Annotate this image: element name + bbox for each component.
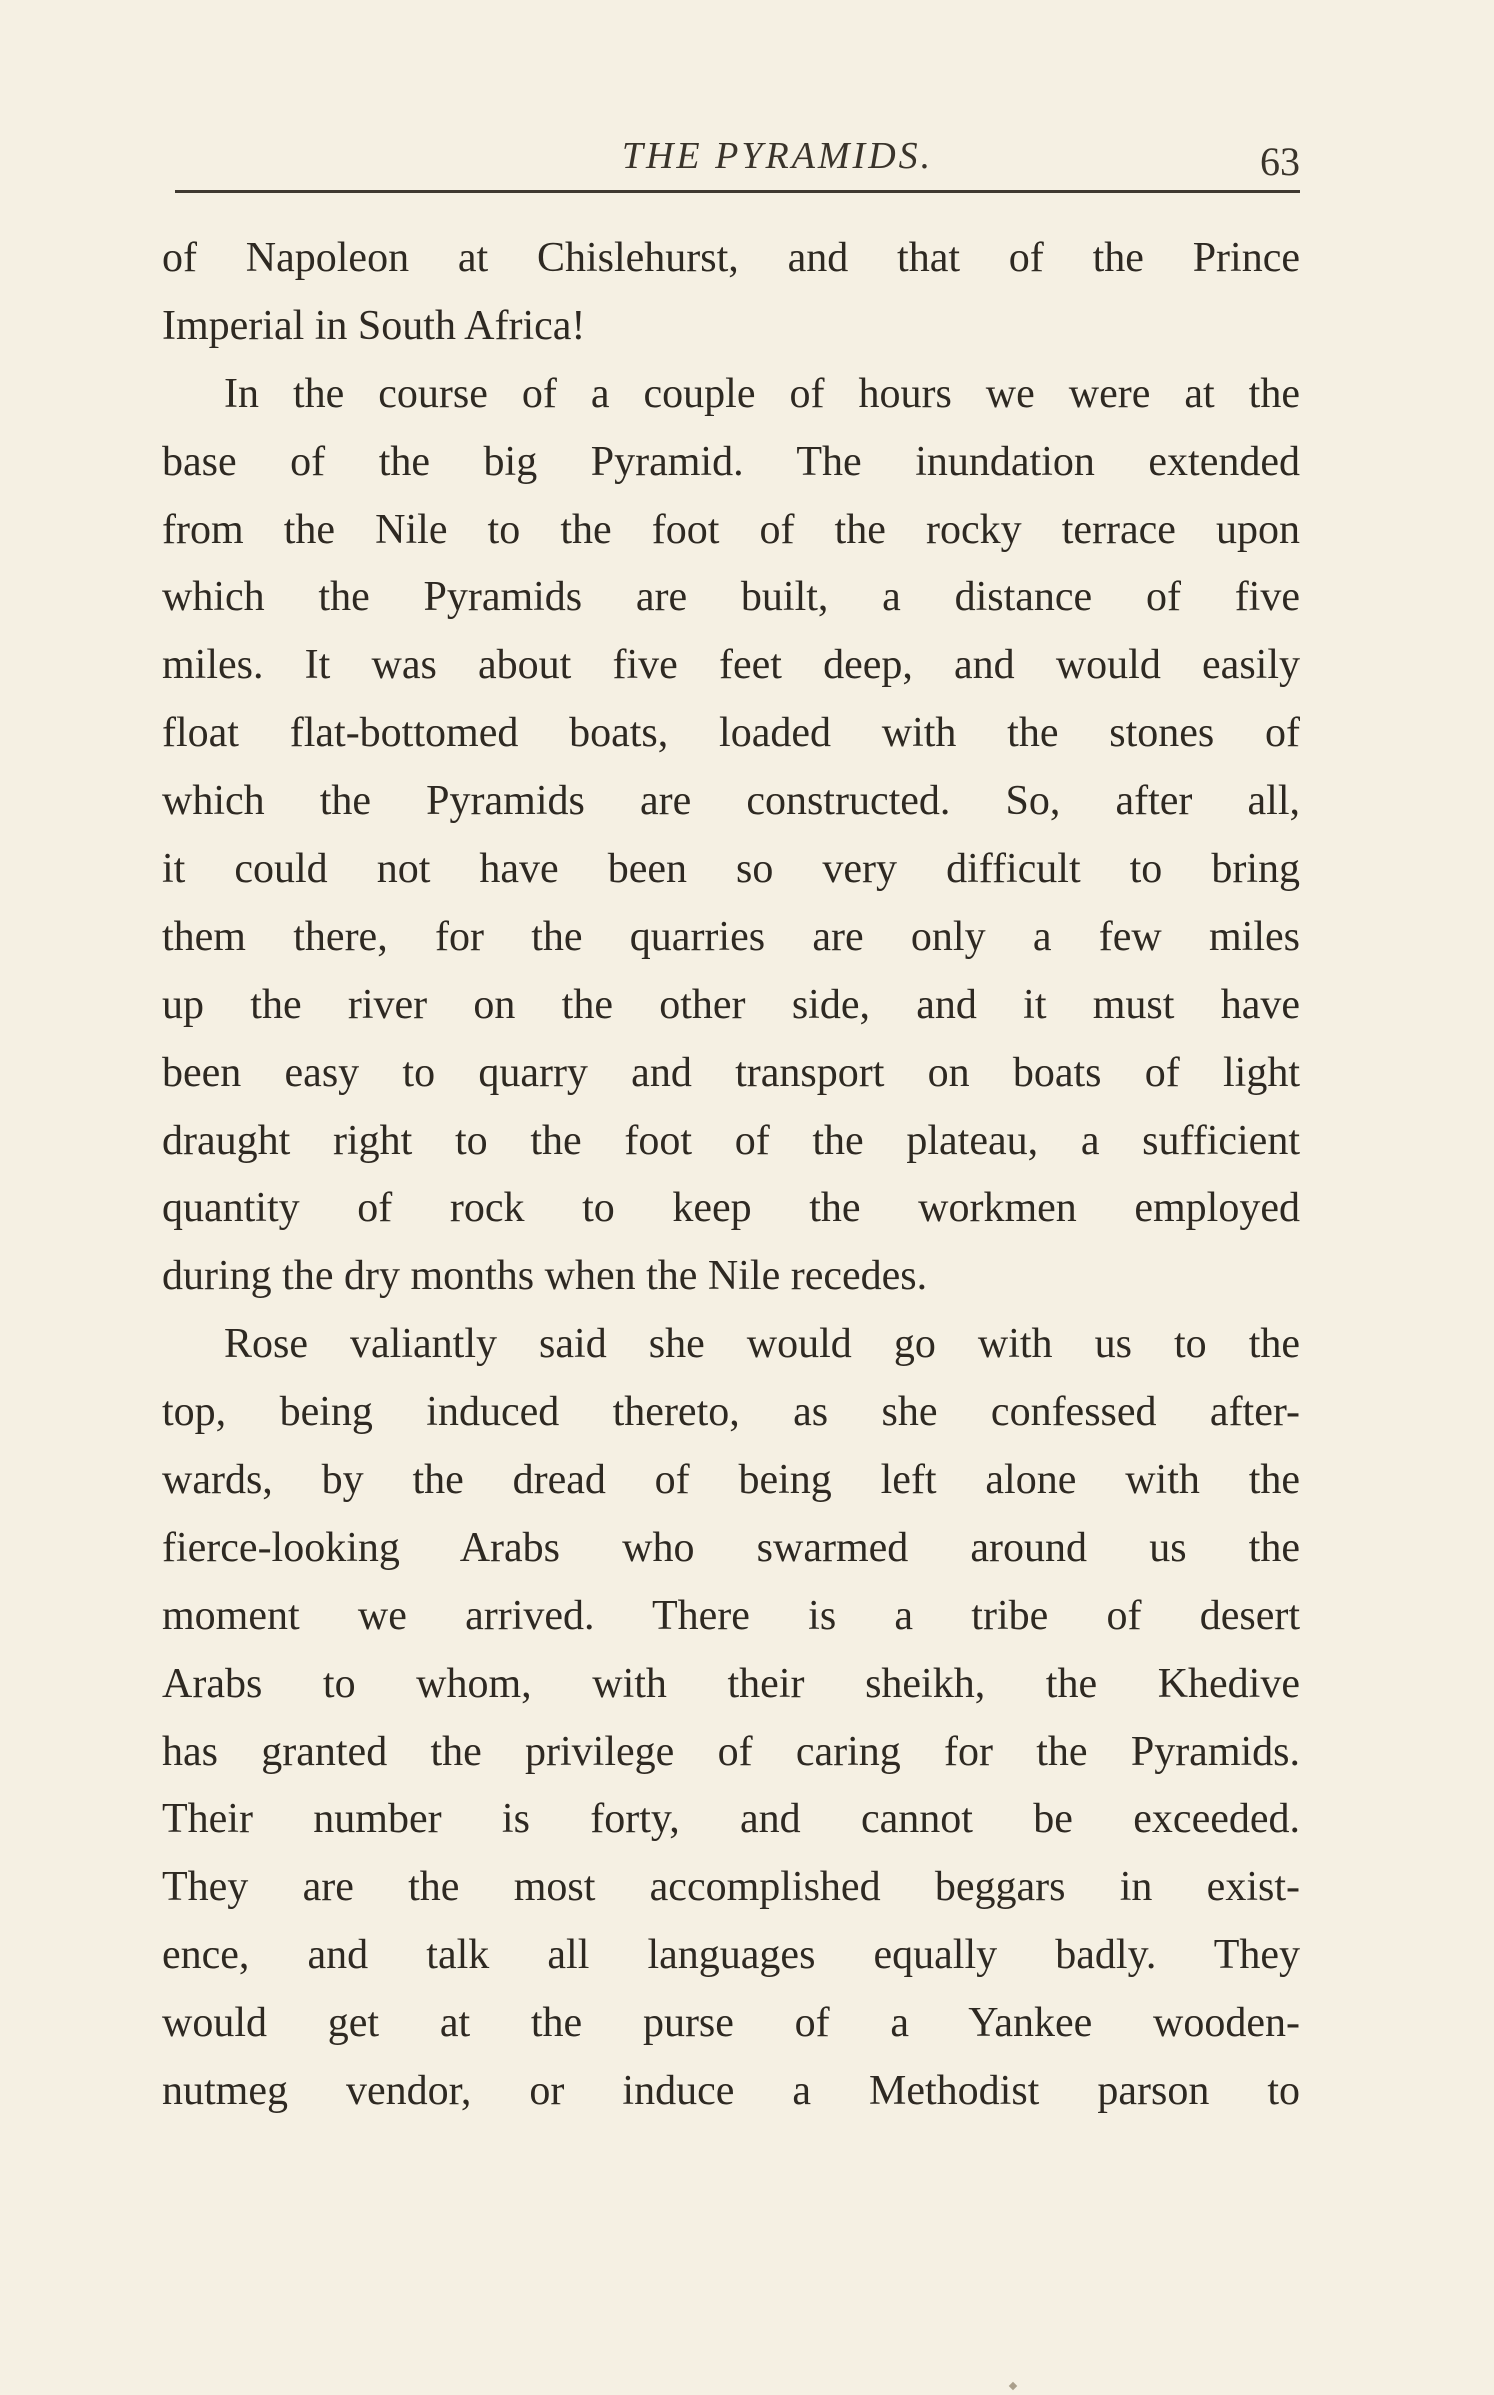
text-line: which the Pyramids are built, a distance of five (162, 574, 1300, 621)
text-line: draught right to the foot of the plateau, a sufficient (162, 1117, 1300, 1164)
header-rule (175, 190, 1300, 193)
running-title: THE PYRAMIDS. (621, 135, 934, 177)
text-line: fierce-looking Arabs who swarmed around us the (162, 1524, 1300, 1571)
text-line: base of the big Pyramid. The inundation extended (162, 438, 1300, 485)
text-line: ence, and talk all languages equally badly. They (162, 1932, 1300, 1979)
text-line: up the river on the other side, and it must have (162, 981, 1300, 1028)
text-line: them there, for the quarries are only a few miles (162, 913, 1300, 960)
text-line: has granted the privilege of caring for the Pyramids. (162, 1728, 1300, 1775)
text-line: of Napoleon at Chislehurst, and that of the Prince (162, 235, 1300, 281)
text-line: Rose valiantly said she would go with us to the (224, 1321, 1300, 1368)
text-line: been easy to quarry and transport on boats of light (162, 1049, 1300, 1096)
page-number: 63 (1260, 139, 1300, 184)
text-line: They are the most accomplished beggars in exist- (162, 1864, 1300, 1911)
text-line: float flat-bottomed boats, loaded with the stones of (162, 710, 1300, 757)
running-head (175, 134, 1300, 186)
text-line: moment we arrived. There is a tribe of desert (162, 1592, 1300, 1639)
text-line: wards, by the dread of being left alone with the (162, 1457, 1300, 1504)
text-line: it could not have been so very difficult to bring (162, 846, 1300, 893)
text-line: which the Pyramids are constructed. So, after all, (162, 778, 1300, 825)
text-line: quantity of rock to keep the workmen employed (162, 1185, 1300, 1232)
text-line: during the dry months when the Nile recedes. (162, 1253, 928, 1300)
text-line: nutmeg vendor, or induce a Methodist parson to (162, 2068, 1300, 2115)
text-line: from the Nile to the foot of the rocky terrace upon (162, 506, 1300, 553)
body-text (162, 225, 1300, 2126)
text-line: would get at the purse of a Yankee wooden- (162, 2000, 1300, 2047)
text-line: Arabs to whom, with their sheikh, the Khedive (162, 1660, 1300, 1707)
paper-speck (1009, 2382, 1017, 2390)
text-line: top, being induced thereto, as she confessed after- (162, 1389, 1300, 1436)
text-line: miles. It was about five feet deep, and would easily (162, 642, 1300, 689)
text-line: Their number is forty, and cannot be exceeded. (162, 1796, 1300, 1843)
text-line: Imperial in South Africa! (162, 302, 586, 349)
text-line: In the course of a couple of hours we were at the (224, 370, 1300, 417)
